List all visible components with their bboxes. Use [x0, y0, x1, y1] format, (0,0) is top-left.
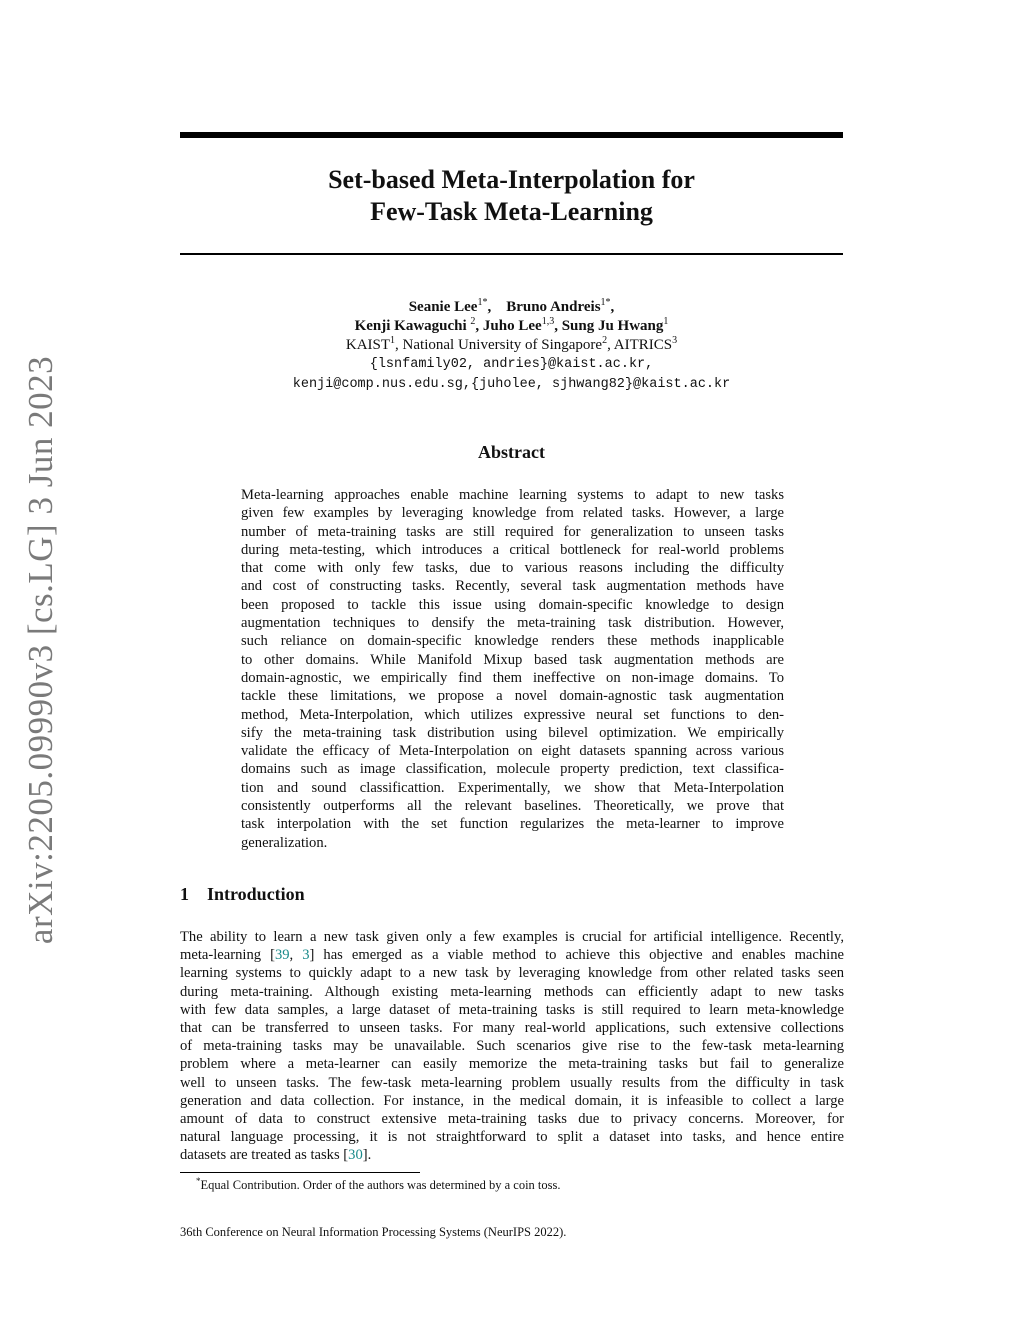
intro-text: meta-learning [ — [180, 947, 275, 964]
abstract-heading: Abstract — [478, 442, 545, 462]
footnote-mark: * — [196, 1176, 201, 1186]
abstract-line: domain-agnostic, we empirically find them ineffective on non-image domains. To — [241, 669, 784, 686]
author-name: Kenji Kawaguchi — [354, 318, 467, 334]
intro-line: problem where a meta-learner can easily memorize the meta-training tasks but fail to generalize — [180, 1056, 844, 1073]
title-line-1: Set-based Meta-Interpolation for — [328, 165, 695, 194]
introduction-body — [180, 928, 844, 1165]
intro-line: generation and data collection. For instance, in the medical domain, it is infeasible to collect a large — [180, 1092, 844, 1109]
paper-title — [180, 164, 843, 228]
abstract-line: that come with only few tasks, due to various reasons including the difficulty — [241, 560, 784, 577]
intro-line: natural language processing, it is not straightforward to split a dataset into tasks, and hence entire — [180, 1129, 844, 1146]
email-line-1: {lsnfamily02, andries}@kaist.ac.kr, — [369, 357, 654, 372]
author-sup: 1* — [600, 297, 611, 308]
email: kenji@comp.nus.edu.sg, — [292, 377, 471, 392]
section-number: 1 — [180, 884, 189, 904]
abstract-line: number of meta-training tasks are still required for generalization to unseen tasks — [241, 523, 784, 540]
intro-line: of meta-training tasks may be unavailable. Such scenarios give rise to the few-task meta-learning — [180, 1038, 844, 1055]
footnote — [196, 1176, 561, 1193]
author-sup: 1* — [477, 297, 488, 308]
intro-text: ] has emerged as a viable method to achieve this objective and enables machine — [309, 947, 845, 964]
abstract-line: generalization. — [241, 834, 328, 851]
abstract-line: been proposed to tackle this issue using domain-specific knowledge to design — [241, 596, 784, 613]
title-top-rule — [180, 132, 843, 138]
author-line-1: Seanie Lee$^{1*}$, Bruno Andreis$^{1*}$, — [408, 297, 615, 315]
intro-line — [180, 1146, 844, 1164]
email: {juholee, sjhwang82}@kaist.ac.kr — [470, 377, 731, 392]
abstract-line: to other domains. While Manifold Mixup based task augmentation methods are — [241, 651, 784, 668]
title-line-2: Few-Task Meta-Learning — [370, 197, 653, 226]
citation-link[interactable]: 3 — [302, 947, 310, 964]
intro-line: learning systems to quickly adapt to a new task by leveraging knowledge from other related tasks seen — [180, 965, 844, 982]
affiliation: , National University of Singapore — [395, 337, 603, 353]
author-sup: 2 — [470, 316, 476, 327]
affiliation-sup: 1 — [390, 335, 396, 346]
intro-line: during meta-training. Although existing meta-learning methods can efficiently adapt to new tasks — [180, 983, 844, 1000]
affiliation-sup: 2 — [602, 335, 608, 346]
intro-line: that can be transferred to unseen tasks. For many real-world applications, such extensive collections — [180, 1020, 844, 1037]
abstract-line: such reliance on domain-specific knowledge renders these methods inapplicable — [241, 633, 784, 650]
venue-note: 36th Conference on Neural Information Processing Systems (NeurIPS 2022). — [180, 1225, 567, 1239]
email-line-2 — [180, 374, 843, 394]
section-heading — [180, 884, 305, 905]
section-title: Introduction — [207, 884, 305, 904]
intro-line: amount of data to construct extensive meta-training tasks due to privacy concerns. Moreover, for — [180, 1111, 844, 1128]
author-name: Sung Ju Hwang — [561, 318, 664, 334]
author-sup: 1 — [663, 316, 669, 327]
intro-text: , — [289, 947, 303, 964]
author-line-2: Kenji Kawaguchi $^2$, Juho Lee$^{1,3}$, Sung Ju Hwang$^1$ — [354, 316, 669, 334]
citation-link[interactable]: 30 — [348, 1147, 363, 1164]
affiliation-sup: 3 — [672, 335, 678, 346]
author-name: Juho Lee — [482, 318, 542, 334]
intro-lines — [180, 964, 844, 1146]
title-bottom-rule — [180, 253, 843, 255]
abstract-line: method, Meta-Interpolation, which utilizes expressive neural set functions to den- — [241, 706, 784, 723]
affiliation-line — [180, 336, 843, 355]
author-name: Seanie Lee — [408, 299, 478, 315]
intro-line: well to unseen tasks. The few-task meta-learning problem usually results from the difficulty in task — [180, 1074, 844, 1091]
intro-line: The ability to learn a new task given only a few examples is crucial for artificial intelligence. Recently, — [180, 929, 844, 945]
abstract-line: task interpolation with the set function regularizes the meta-learner to improve — [241, 816, 784, 833]
author-sup: 1,3 — [541, 316, 555, 327]
affiliation: , AITRICS — [607, 337, 673, 353]
abstract-line: during meta-testing, which introduces a critical bottleneck for real-world problems — [241, 541, 784, 558]
footnote-text: Equal Contribution. Order of the authors was determined by a coin toss. — [200, 1178, 561, 1193]
intro-text: datasets are treated as tasks [ — [180, 1147, 349, 1164]
abstract-line: given few examples by leveraging knowledge from related tasks. However, a large — [241, 505, 784, 522]
author-name: Bruno Andreis — [506, 299, 601, 315]
affiliation: KAIST — [345, 337, 391, 353]
author-block — [180, 298, 843, 394]
abstract-line: Meta-learning approaches enable machine learning systems to adapt to new tasks — [241, 487, 784, 503]
footnote-rule — [180, 1172, 420, 1173]
intro-line: with few data samples, a large dataset of meta-training tasks is still required to learn meta-knowledge — [180, 1001, 844, 1018]
abstract-line: domains such as image classification, molecule property prediction, text classifica- — [241, 761, 784, 778]
abstract-line: and cost of constructing tasks. Recently, several task augmentation methods have — [241, 578, 784, 595]
arxiv-identifier: arXiv:2205.09990v3 [cs.LG] 3 Jun 2023 — [21, 355, 60, 945]
abstract-line: tackle these limitations, we propose a novel domain-agnostic task augmentation — [241, 688, 784, 705]
intro-line — [180, 946, 844, 964]
abstract-body — [241, 486, 784, 852]
abstract-line: validate the efficacy of Meta-Interpolation on eight datasets spanning across various — [241, 743, 784, 760]
abstract-line: sify the meta-training task distribution using bilevel optimization. We empirically — [241, 724, 784, 741]
citation-link[interactable]: 39 — [274, 947, 290, 964]
abstract-line: augmentation techniques to densify the meta-training task distribution. However, — [241, 615, 784, 632]
abstract-line: tion and sound classificattion. Experimentally, we show that Meta-Interpolation — [241, 779, 784, 796]
abstract-line: consistently outperforms all the relevant baselines. Theoretically, we prove that — [241, 798, 784, 815]
intro-text: ]. — [362, 1147, 372, 1164]
